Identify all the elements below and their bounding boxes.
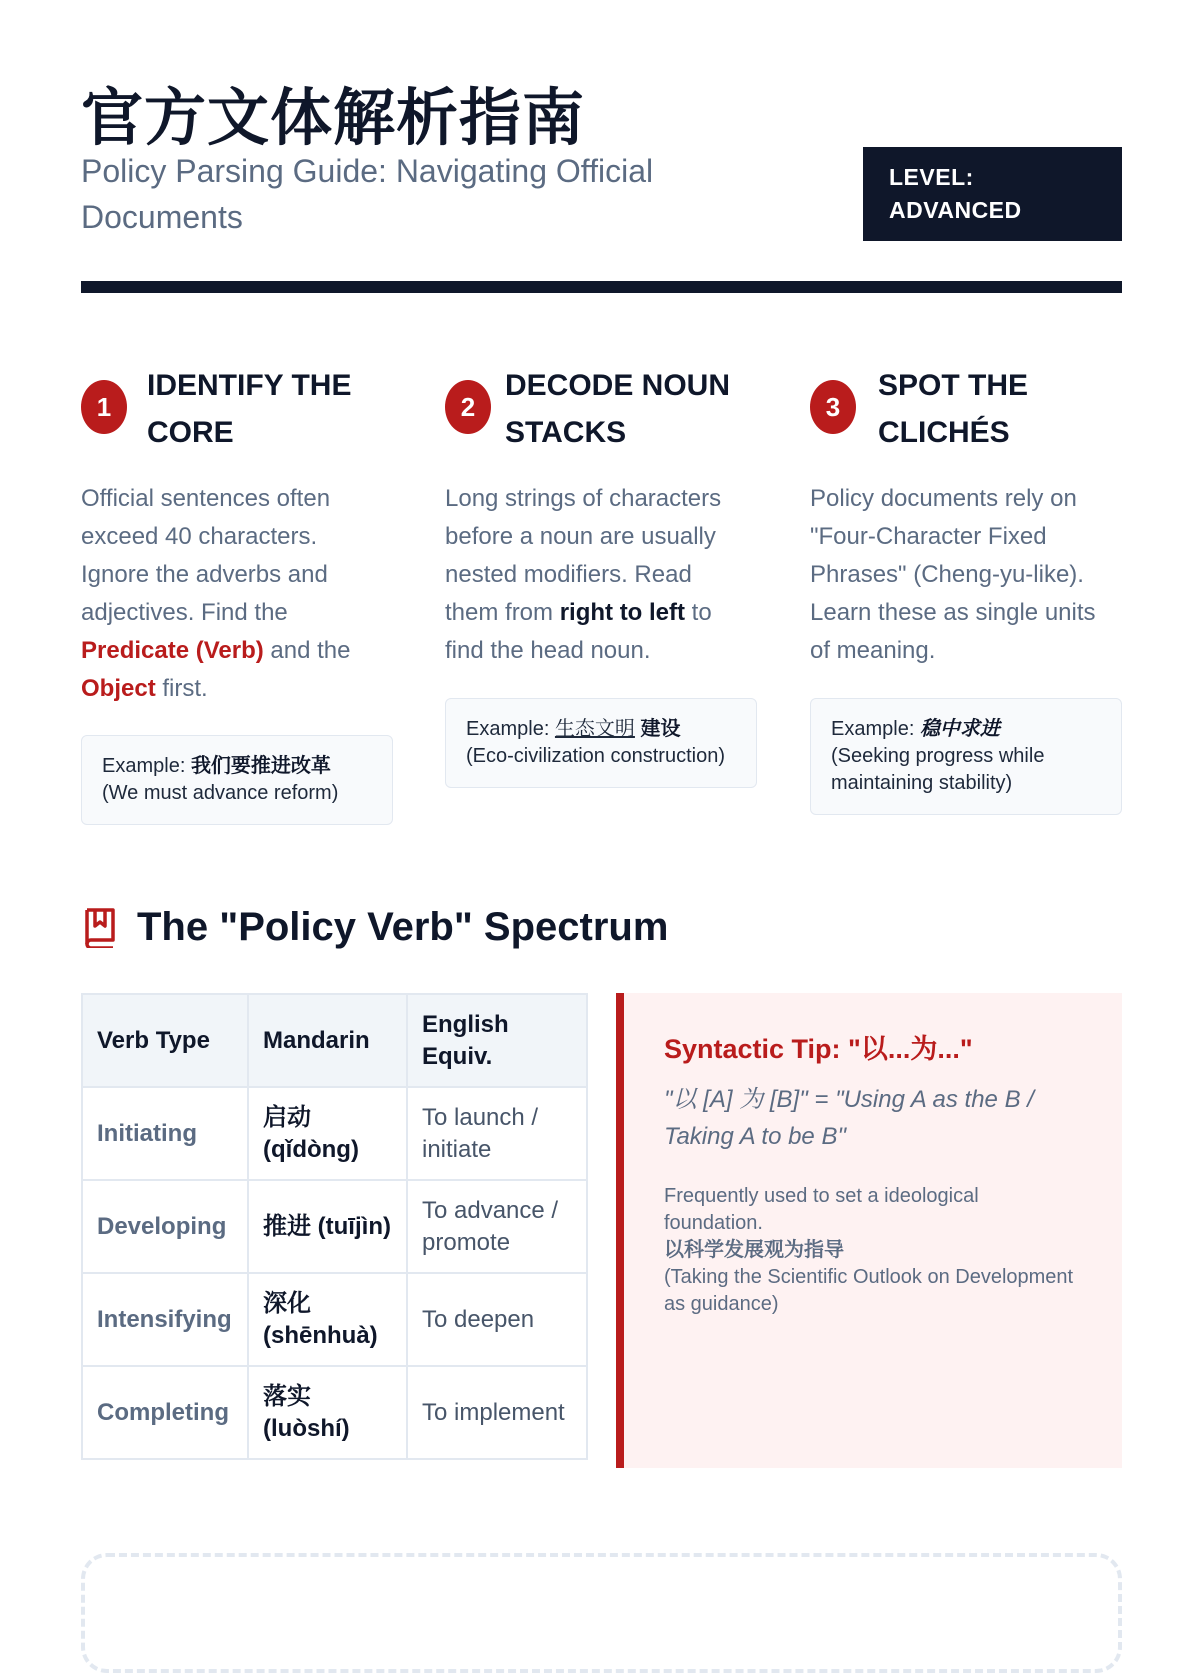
example-translation: (We must advance reform) [102, 782, 339, 804]
book-bookmark-icon [81, 906, 119, 948]
example-translation: (Eco-civilization construction) [466, 745, 725, 767]
step-number-badge: 3 [810, 380, 856, 434]
section-header [81, 902, 668, 952]
column-header-verb-type: Verb Type [82, 994, 248, 1087]
table-row [82, 1180, 587, 1273]
step-text: to find the head noun. [445, 599, 712, 664]
verb-spectrum-table [81, 993, 588, 1460]
step-header [810, 362, 1122, 458]
level-label: LEVEL: [889, 164, 974, 190]
cell-mandarin: 推进 (tuījìn) [248, 1180, 407, 1273]
example-line [466, 716, 736, 743]
cell-verb-type: Completing [82, 1366, 248, 1459]
example-chinese: 我们要推进改革 [190, 755, 331, 777]
step-title-line2: CLICHÉS [878, 416, 1010, 449]
table-header-row [82, 994, 587, 1087]
step-text: and the [263, 637, 351, 664]
level-badge [863, 147, 1122, 241]
cell-english: To launch / initiate [407, 1087, 587, 1180]
cell-mandarin: 落实 (luòshí) [248, 1366, 407, 1459]
cell-english: To advance / promote [407, 1180, 587, 1273]
table-row [82, 1366, 587, 1459]
tip-formula: "以 [A] 为 [B]" = "Using A as the B / Taking A to be B" [664, 1086, 1034, 1150]
page-subtitle: Policy Parsing Guide: Navigating Official Documents [81, 153, 654, 235]
cell-verb-type: Developing [82, 1180, 248, 1273]
dashed-panel [81, 1553, 1122, 1673]
example-head-noun: 建设 [640, 718, 681, 740]
example-label: Example: [466, 718, 555, 740]
highlight-predicate: Predicate (Verb) [81, 637, 264, 664]
example-chinese: 稳中求进 [919, 718, 1000, 740]
cell-mandarin: 启动 (qǐdòng) [248, 1087, 407, 1180]
table-row [82, 1273, 587, 1366]
step-header [81, 362, 393, 458]
step-number-badge: 2 [445, 380, 491, 434]
step-title-line1: DECODE NOUN [505, 369, 731, 402]
column-header-english: English Equiv. [407, 994, 587, 1087]
example-line [102, 753, 372, 780]
level-value: ADVANCED [889, 197, 1022, 223]
step-description [445, 480, 745, 670]
header-divider [81, 281, 1122, 293]
step-title-line1: SPOT THE [878, 369, 1029, 402]
step-title [505, 362, 730, 456]
example-box [445, 698, 757, 788]
cell-english: To implement [407, 1366, 587, 1459]
cell-mandarin: 深化 (shēnhuà) [248, 1273, 407, 1366]
tip-chinese-example: 以科学发展观为指导 [664, 1239, 844, 1261]
example-translation: (Seeking progress while maintaining stability) [831, 745, 1045, 794]
page-title: 官方文体解析指南 [81, 84, 586, 153]
step-description: Policy documents rely on "Four-Character Fixed Phrases" (Cheng-yu-like). Learn these as single units of meaning. [810, 485, 1096, 664]
cell-verb-type: Intensifying [82, 1273, 248, 1366]
step-title [147, 362, 351, 456]
step-title-line2: STACKS [505, 416, 627, 449]
example-box [81, 735, 393, 825]
tip-title: Syntactic Tip: "以...为..." [664, 1034, 973, 1064]
tip-english-example: (Taking the Scientific Outlook on Development as guidance) [664, 1266, 1074, 1315]
example-modifier: 生态文明 [554, 718, 635, 740]
step-title-line1: IDENTIFY THE [147, 369, 352, 402]
syntactic-tip-box [616, 993, 1122, 1468]
example-label: Example: [102, 755, 191, 777]
step-description [81, 480, 381, 708]
bold-right-to-left: right to left [559, 599, 686, 626]
example-box [810, 698, 1122, 815]
tip-note-text: Frequently used to set a ideological foundation. [664, 1185, 979, 1234]
table-row [82, 1087, 587, 1180]
example-line [831, 716, 1101, 743]
step-number-badge: 1 [81, 380, 127, 434]
cell-verb-type: Initiating [82, 1087, 248, 1180]
highlight-object: Object [81, 675, 156, 702]
step-card-noun-stacks [445, 362, 757, 767]
step-title [878, 362, 1028, 456]
step-header [445, 362, 757, 458]
step-card-cliches [810, 362, 1122, 794]
step-text: first. [155, 675, 208, 702]
column-header-mandarin: Mandarin [248, 994, 407, 1087]
example-label: Example: [831, 718, 920, 740]
step-text: Official sentences often exceed 40 characters. Ignore the adverbs and adjectives. Find the [81, 485, 331, 626]
tip-note [664, 1183, 1082, 1318]
cell-english: To deepen [407, 1273, 587, 1366]
step-title-line2: CORE [147, 416, 234, 449]
step-text: Long strings of characters before a noun are usually nested modifiers. Read them from [445, 485, 722, 626]
section-title: The "Policy Verb" Spectrum [137, 904, 669, 949]
step-card-identify-core [81, 362, 393, 804]
